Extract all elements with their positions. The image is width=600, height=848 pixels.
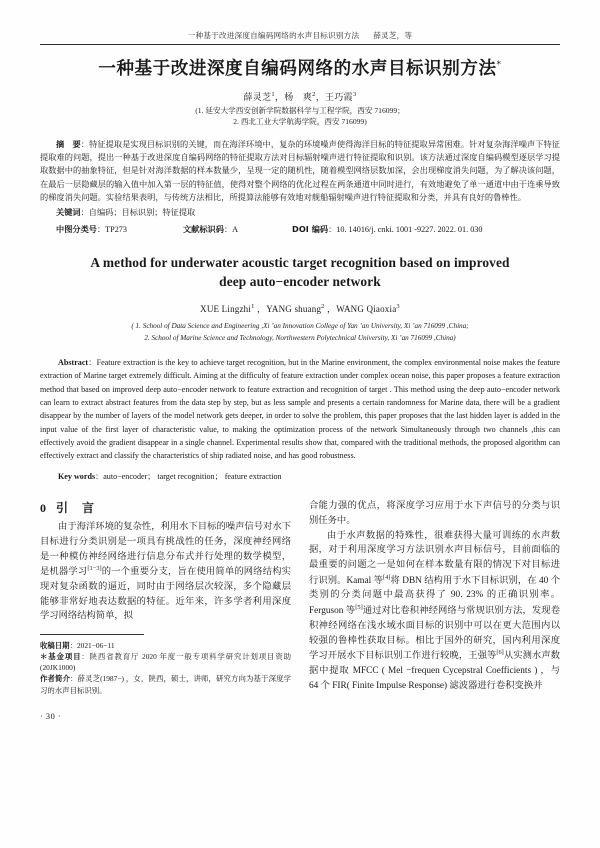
running-head (40, 30, 560, 44)
clc-value: ：TP273 (96, 224, 127, 234)
english-abstract (40, 356, 560, 463)
english-affiliations (40, 321, 560, 344)
english-affiliation-1: ( 1. School of Data Science and Engineering ,Xi ’an Innovation College of Yan ’an University, Xi ’an 716099 ,China; (131, 322, 469, 331)
chinese-title-text: 一种基于改进深度自编码网络的水声目标识别方法 (98, 59, 497, 79)
footnote-fund (40, 651, 291, 673)
right-column (309, 499, 560, 720)
english-author-2-sup: 2 (321, 303, 325, 311)
english-affiliation-2: 2. School of Marine Science and Technology, Northwestern Polytechnical University, Xi ’an 716099 ,China) (144, 333, 456, 342)
chinese-authors: 薛灵芝$^1$，杨 爽$^2$，王巧霞$^3$ (243, 90, 357, 102)
chinese-author-1-sup: 1 (271, 90, 275, 98)
chinese-affiliations (40, 105, 560, 127)
english-title (40, 253, 560, 291)
chinese-keywords-row (40, 205, 560, 220)
chinese-abstract-text: ：特征提取是实现目标识别的关键，而在海洋环境中，复杂的环境噪声使得海洋目标的特征提取异常困难。针对复杂海洋噪声下特征提取难的问题，提出一种基于改进深度自编码网络的特征提取方法对目标辐射噪声进行特征提取和识别。该方法通过深度自编码模型逐层学习提取数据中的抽象特征，但是针对海洋数据的样本数量少，呈现一定的随机性，随着模型网络层数加深，会出现梯度消失问题，为了解决该问题，在最后一层隐藏层的输入值中加入第一层的特征值，使得对整个网络的优化过程在两条通道中同时进行，有效地避免了单一通道中由于连乘导致的梯度消失问题。实验结果表明，与传统方法相比，所提算法能够有效地对舰船辐射噪声进行特征提取和分类，并具有良好的鲁棒性。 (40, 139, 560, 202)
english-author-3-sup: 3 (396, 303, 400, 311)
page-title (40, 59, 560, 81)
bio-value: ：薛灵芝(1987−) ，女，陕西，硕士，讲师，研究方向为基于深度学习的水声目标识别。 (40, 674, 291, 695)
english-author-1: XUE Lingzhi (200, 304, 252, 315)
english-author-1-sup: 1 (251, 303, 255, 311)
left-paragraph-1-part1: 由于海洋环境的复杂性，利用水下目标的噪声信号对水下目标进行分类识别是一项具有挑战性的任务，深度神经网络是一种模仿神经网络进行信息分布式并行处理的数学模型，是机器学习 (40, 522, 291, 578)
chinese-keywords-text: ：自编码；目标识别；特征提取 (80, 208, 196, 218)
english-title-line-2: deep auto−encoder network (219, 274, 381, 289)
running-head-title: 一种基于改进深度自编码网络的水声目标识别方法 (187, 31, 360, 40)
right-paragraph-2-part1: 由于水声数据的特殊性，很难获得大量可训练的水声数据，对于利用深度学习方法识别水声目标信号，目前面临的最重要的问题之一是如何在样本数量有限的情况下对目标进行识别。Kamal 等 (309, 530, 560, 586)
citation-ref-5: [5] (355, 604, 363, 612)
page-number: · 30 · (40, 711, 62, 721)
citation-ref-1-3: [1−3] (87, 565, 102, 573)
chinese-abstract (40, 138, 560, 204)
english-keywords-text: ：auto−encoder； target recognition； feature extraction (95, 471, 282, 481)
doc-code-label: 文献标识码 (182, 223, 224, 234)
right-paragraph-2-part4: 从实测水声数据中提取 MFCC ( Mel −frequen Cycepstral Coefficients ) ，与 64 个 FIR( Finite Impulse Response) 滤波器进行卷积变换并 (309, 651, 560, 691)
chinese-abstract-label: 摘 要 (56, 138, 81, 149)
right-paragraph-2-part3: 通过对比卷积神经网络与常规识别方法，发现卷积神经网络在浅水域水面目标的识别中可以在更大范围内以较强的鲁棒性获取目标。相比于国外的研究，国内利用深度学习开展水下目标识别工作进行较晚，王强等 (309, 606, 560, 662)
chinese-classification-row (40, 222, 560, 237)
right-paragraph-1: 合能力强的优点，将深度学习应用于水下声信号的分类与识别任务中。 (309, 501, 560, 526)
footnote-bio (40, 673, 291, 695)
left-column (40, 499, 291, 720)
english-keywords-label: Key words (58, 471, 96, 481)
fund-label: ＊基金项目 (40, 652, 82, 662)
english-abstract-label: Abstract (58, 358, 89, 368)
english-title-line-1: A method for underwater acoustic target recognition based on improved (90, 254, 510, 270)
citation-ref-4: [4] (382, 573, 391, 581)
section-number: 0 (40, 501, 47, 516)
chinese-author-3: 王巧霞 (325, 91, 353, 102)
english-abstract-text: ：Feature extraction is the key to achieve target recognition, but in the Marine environment, the complex environmental noise makes the feature extraction of Marine target extremely difficult. Aiming at the difficulty of feature extraction under complex ocean noise, this paper proposes a feature extraction method that based on improved deep auto−encoder network to feature extraction and recognition of target . This method using the deep auto−encoder network can learn to extract abstract features from the data step by step, but as less sample and presents a certain randomness for Marine data, there will be a gradient disappear by the number of layers of the model network gets deeper, in order to solve the problem, this paper proposes that the last hidden layer is added in the input value of the first layer of characteristic value, to making the optimization process of the network Simultaneously through two channels ,this can effectively avoid the gradient disappear in a single channel. Experimental results show that, compared with the traditional methods, the proposed algorithm can effectively extract and classify the characteristics of ship radiated noise, and has good robustness. (40, 358, 560, 461)
footnote-received (40, 640, 291, 651)
right-paragraph-2-part2: 将 DBN 结构用于水下目标识别，在 40 个类别的分类问题中最高获得了 90. 23% 的正确识别率。Ferguson 等 (309, 575, 560, 617)
chinese-affiliation-2: 2. 西北工业大学航海学院，西安 716099) (233, 116, 367, 126)
english-author-2: YANG shuang (266, 304, 322, 315)
two-column-body (40, 499, 560, 720)
doc-code-value: ：A (223, 224, 239, 234)
fund-value: ：陕西省教育厅 2020 年度一般专项科学研究计划项目资助(20JK1000) (40, 652, 291, 673)
chinese-affiliation-1: (1. 延安大学西安创新学院数据科学与工程学院，西安 716099； (195, 105, 405, 115)
doi-value: ：10. 14016/j. cnki. 1001 -9227. 2022. 01. 030 (328, 224, 483, 234)
header-divider (40, 44, 560, 45)
doi-label: DOI 编码 (292, 223, 329, 234)
left-paragraph-1-part2: 的一个重要分支，旨在使用简单的网络结构实现对复杂函数的逼近，同时由于网络层次较深，多个隐藏层能够非常好地表达数据的特征。近年来，许多学者利用深度学习网络结构简单，拟 (40, 567, 291, 622)
english-keywords-row (40, 470, 560, 483)
running-head-author: 薛灵芝，等 (373, 31, 413, 40)
chinese-author-2-sup: 2 (312, 90, 316, 98)
footnote-divider (40, 634, 144, 635)
title-footnote-mark: * (496, 60, 502, 71)
chinese-keywords-label: 关键词 (56, 207, 81, 218)
english-authors: XUE Lingzhi$^1$ ，YANG shuang$^2$ ，WANG Qiaoxia$^3$ (200, 303, 400, 315)
chinese-author-2: 杨 爽 (284, 91, 313, 102)
received-value: ：2021−06−11 (69, 641, 115, 651)
chinese-author-1: 薛灵芝 (243, 91, 272, 102)
clc-label: 中图分类号 (56, 223, 97, 234)
bio-label: 作者简介 (40, 674, 71, 684)
english-author-3: WANG Qiaoxia (336, 304, 397, 315)
received-label: 收稿日期 (40, 641, 70, 651)
section-heading-introduction (40, 499, 291, 516)
left-paragraph-1 (40, 520, 291, 624)
citation-ref-6: [6] (496, 649, 504, 657)
section-title: 引 言 (56, 501, 96, 516)
right-paragraph-2 (309, 529, 560, 694)
chinese-author-3-sup: 3 (352, 90, 357, 98)
